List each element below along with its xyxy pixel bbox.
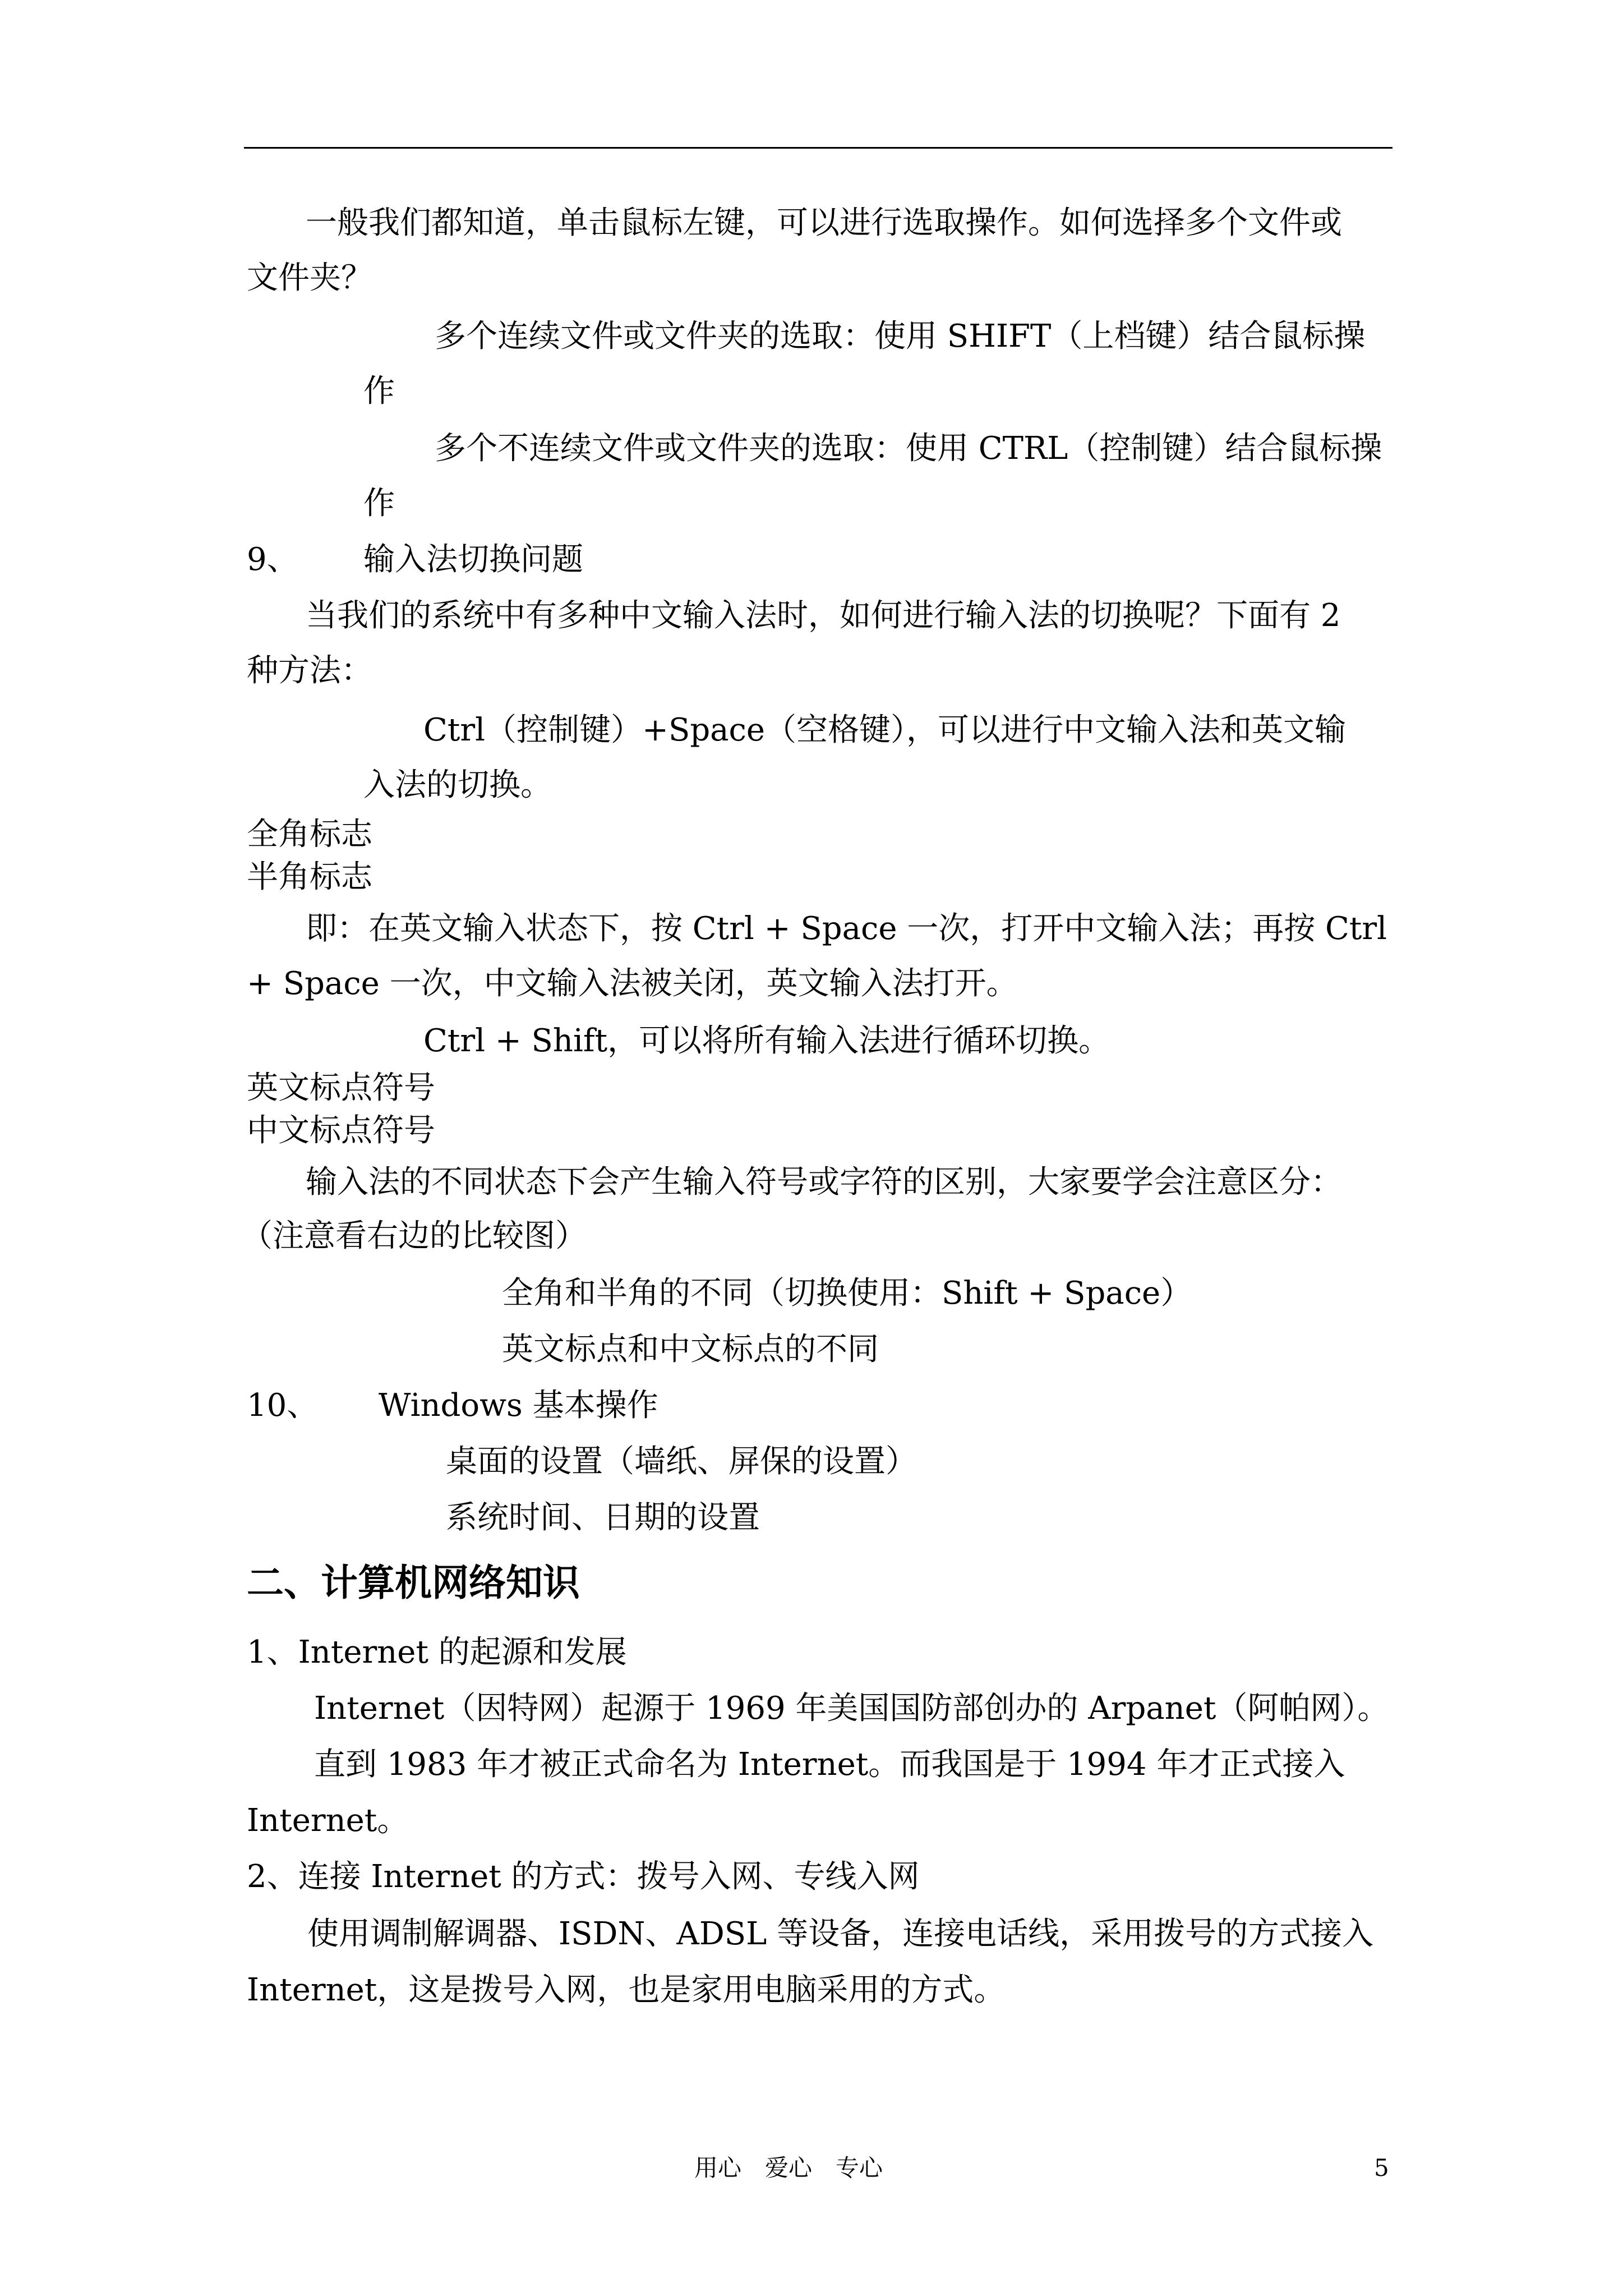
header-rule (244, 147, 1393, 149)
paragraph-text: 一般我们都知道，单击鼠标左键，可以进行选取操作。如何选择多个文件或 (306, 205, 1342, 241)
list-item-text: 入法的切换。 (363, 767, 552, 803)
list-item-text: 作 (363, 373, 395, 409)
paragraph-text: 种方法： (247, 652, 372, 689)
list-item-text: 多个不连续文件或文件夹的选取：使用 CTRL（控制键）结合鼠标操 (435, 430, 1382, 467)
list-item-text: 桌面的设置（墙纸、屏保的设置） (446, 1443, 917, 1480)
subsection-heading: 2、连接 Internet 的方式：拨号入网、专线入网 (247, 1858, 920, 1895)
figure-label: 半角标志 (247, 859, 372, 895)
list-item-text: 全角和半角的不同（切换使用：Shift + Space） (502, 1275, 1192, 1312)
figure-label: 中文标点符号 (247, 1112, 435, 1149)
page-number: 5 (1374, 2154, 1389, 2182)
list-item-text: Ctrl（控制键）+Space（空格键），可以进行中文输入法和英文输 (423, 712, 1347, 748)
list-item-text: Ctrl + Shift，可以将所有输入法进行循环切换。 (423, 1023, 1110, 1059)
list-item-text: 作 (363, 485, 395, 522)
paragraph-text: Internet（因特网）起源于 1969 年美国国防部创办的 Arpanet（阿帕网）。 (314, 1690, 1389, 1727)
paragraph-text: 即：在英文输入状态下，按 Ctrl + Space 一次，打开中文输入法；再按 Ctrl (306, 910, 1387, 947)
paragraph-text: Internet。 (247, 1802, 409, 1839)
paragraph-text: 文件夹？ (247, 260, 372, 296)
figure-label: 英文标点符号 (247, 1070, 435, 1106)
paragraph-text: + Space 一次，中文输入法被关闭，英文输入法打开。 (247, 965, 1018, 1002)
list-item-text: 英文标点和中文标点的不同 (502, 1331, 879, 1368)
paragraph-text: 直到 1983 年才被正式命名为 Internet。而我国是于 1994 年才正式接入 (314, 1746, 1345, 1783)
list-item-text: 系统时间、日期的设置 (446, 1499, 760, 1536)
subsection-heading: 1、Internet 的起源和发展 (247, 1634, 627, 1671)
paragraph-text: （注意看右边的比较图） (241, 1218, 587, 1254)
section-number: 10、 (247, 1387, 319, 1424)
list-item-text: 多个连续文件或文件夹的选取：使用 SHIFT（上档键）结合鼠标操 (435, 318, 1366, 355)
paragraph-text: 输入法的不同状态下会产生输入符号或字符的区别，大家要学会注意区分： (306, 1164, 1342, 1200)
section-number: 9、 (247, 541, 298, 578)
section-heading: Windows 基本操作 (379, 1387, 658, 1424)
chapter-heading: 二、计算机网络知识 (247, 1561, 580, 1604)
paragraph-text: 使用调制解调器、ISDN、ADSL 等设备，连接电话线，采用拨号的方式接入 (307, 1916, 1374, 1952)
footer-slogan: 用心 爱心 专心 (694, 2154, 883, 2182)
paragraph-text: 当我们的系统中有多种中文输入法时，如何进行输入法的切换呢？下面有 2 (306, 597, 1341, 634)
section-heading: 输入法切换问题 (363, 541, 583, 578)
figure-label: 全角标志 (247, 816, 372, 853)
paragraph-text: Internet，这是拨号入网，也是家用电脑采用的方式。 (247, 1972, 1006, 2008)
